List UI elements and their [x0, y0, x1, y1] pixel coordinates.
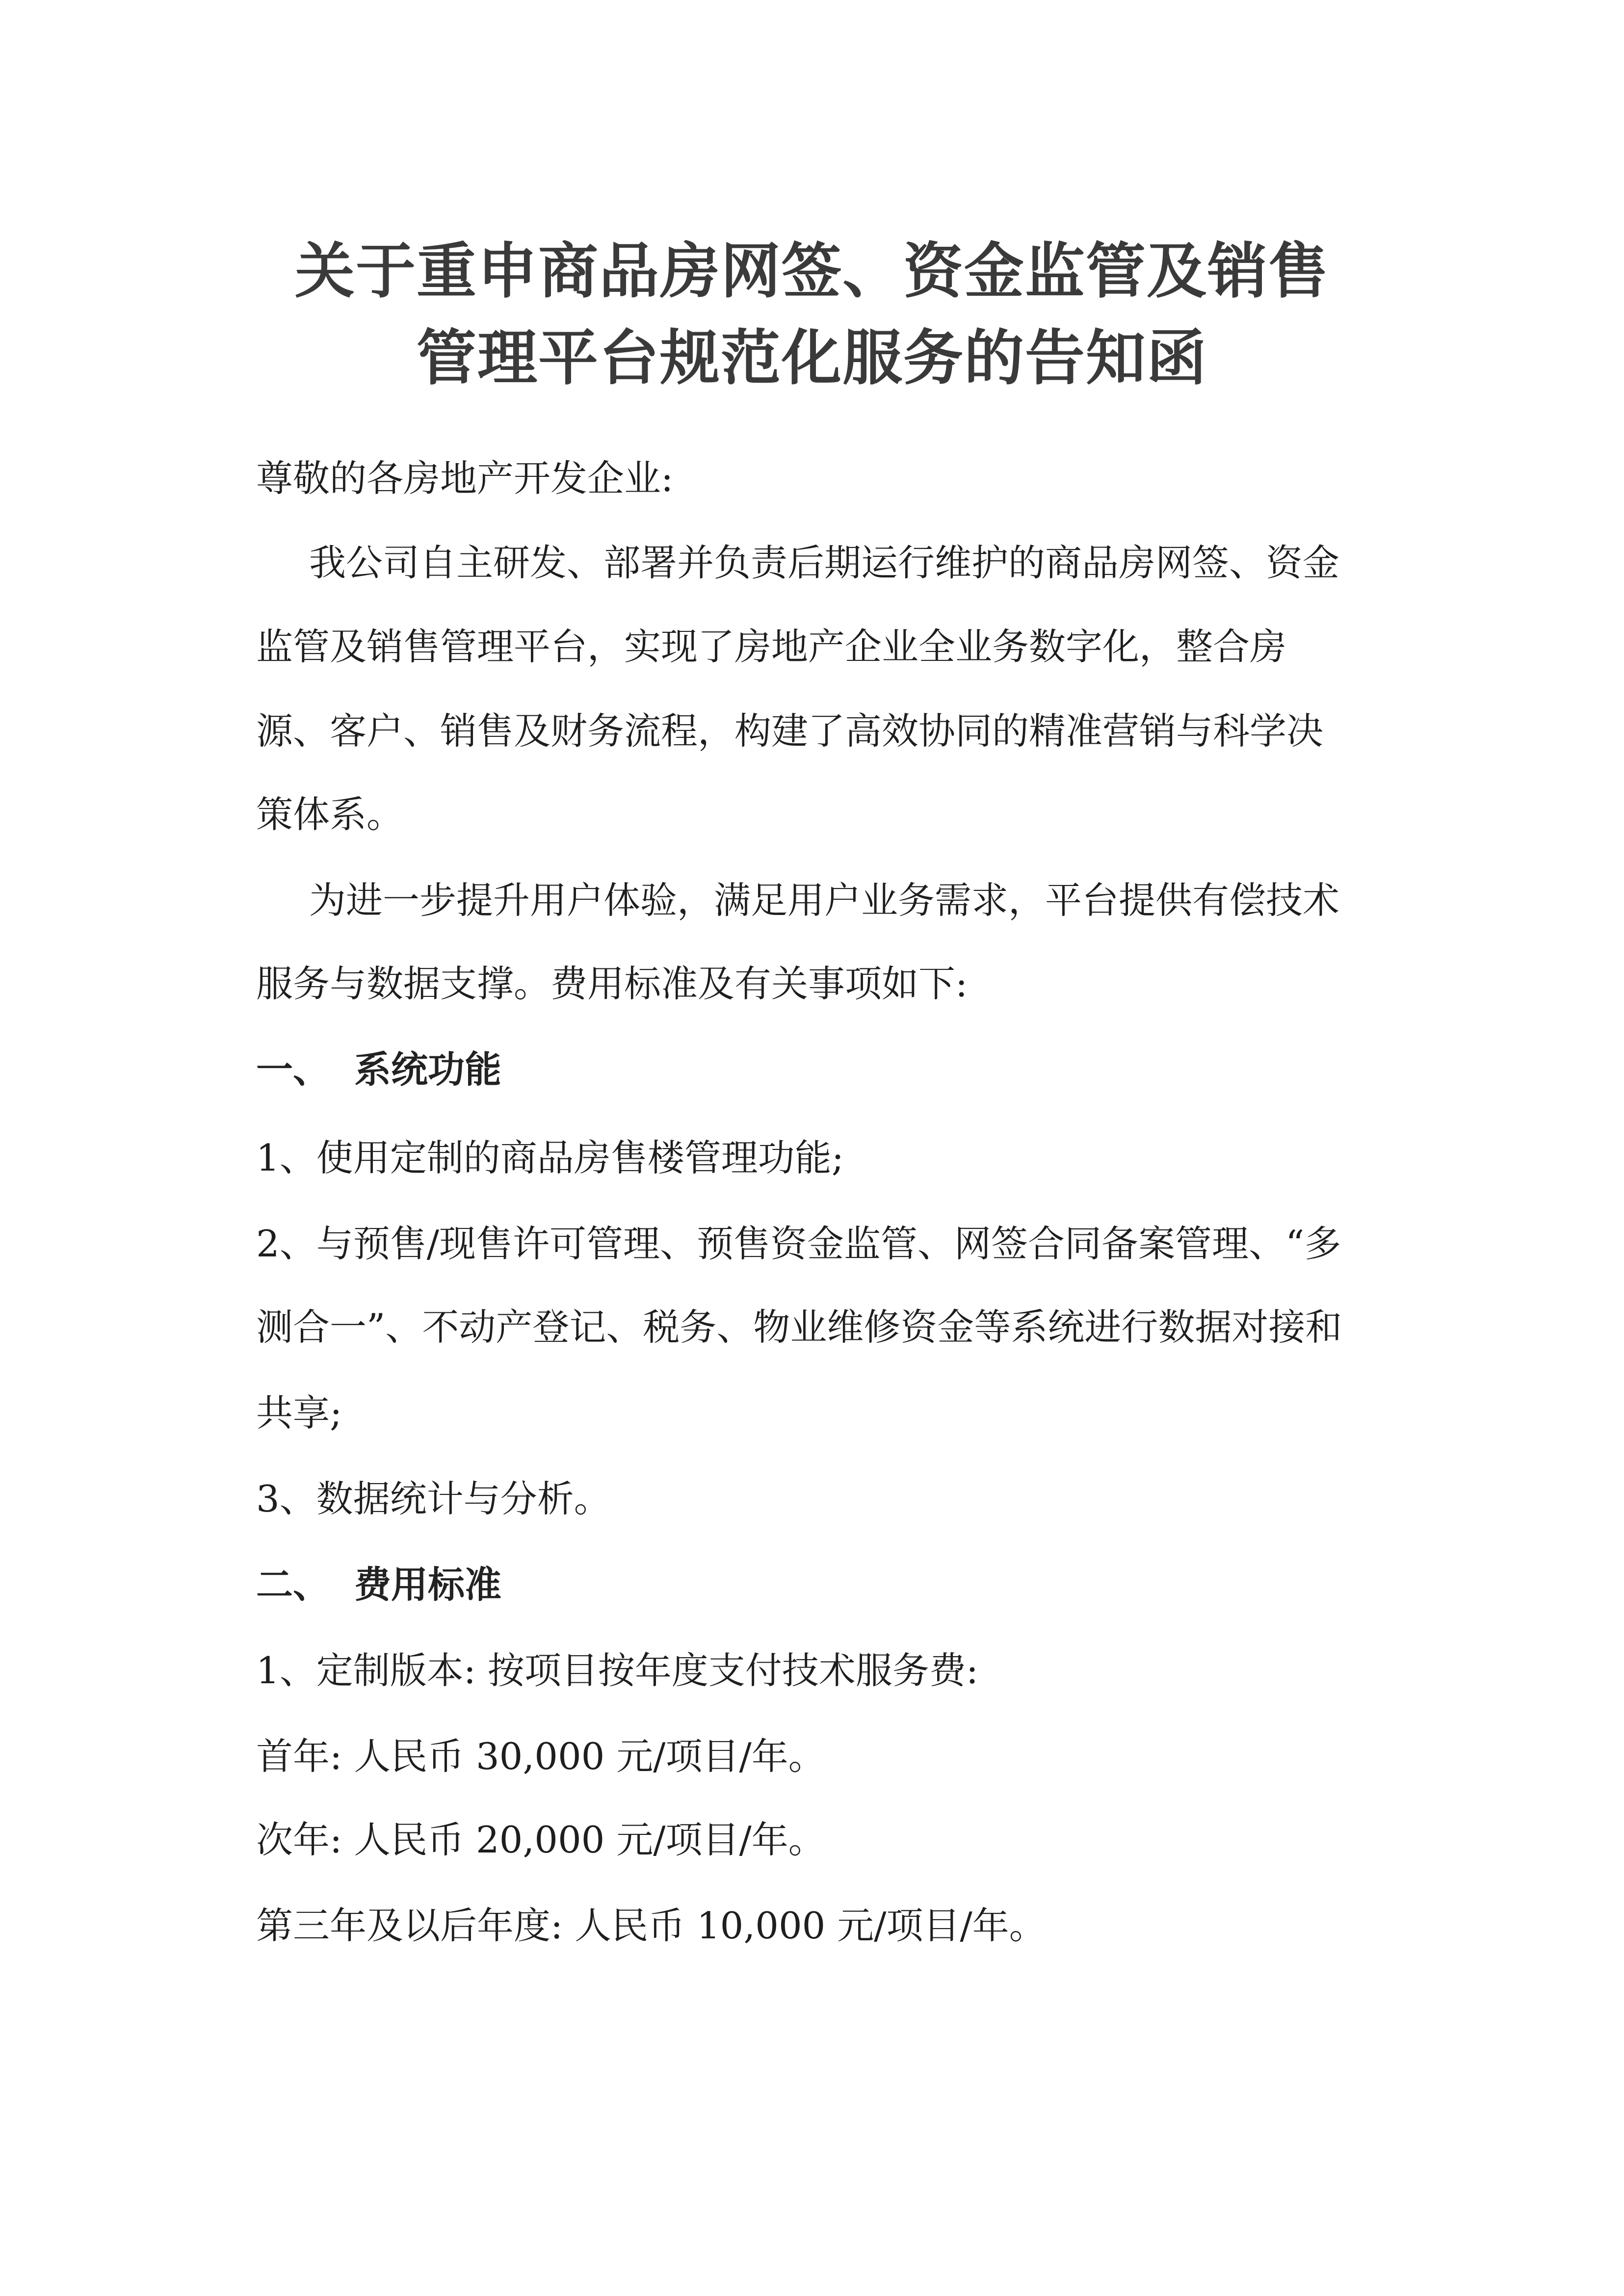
fee-second-year: 次年: 人民币 20,000 元/项目/年。	[256, 1818, 825, 1861]
paragraph-1-line-1: 我公司自主研发、部署并负责后期运行维护的商品房网签、资金	[309, 541, 1340, 584]
fee-first-year: 首年: 人民币 30,000 元/项目/年。	[256, 1735, 825, 1778]
section-1-item-2-line-1: 2、与预售/现售许可管理、预售资金监管、网签合同备案管理、“多	[256, 1222, 1341, 1265]
section-2-heading	[256, 1560, 501, 1609]
section-1-item-1: 1、使用定制的商品房售楼管理功能;	[256, 1136, 844, 1179]
paragraph-2-line-2: 服务与数据支撑。费用标准及有关事项如下:	[256, 962, 968, 1005]
section-1-number: 一、	[256, 1048, 330, 1091]
section-2-title: 费用标准	[354, 1563, 502, 1606]
section-1-item-3: 3、数据统计与分析。	[256, 1477, 611, 1520]
paragraph-1-line-2: 监管及销售管理平台，实现了房地产企业全业务数字化，整合房	[256, 625, 1287, 668]
section-1-item-2-line-3: 共享;	[256, 1391, 342, 1435]
paragraph-2-line-1: 为进一步提升用户体验，满足用户业务需求，平台提供有偿技术	[309, 879, 1340, 922]
paragraph-1-line-4: 策体系。	[256, 793, 404, 836]
section-1-item-2-line-2: 测合一”、不动产登记、税务、物业维修资金等系统进行数据对接和	[256, 1305, 1342, 1349]
document-title-line-1: 关于重申商品房网签、资金监管及销售	[295, 236, 1329, 306]
section-1-heading	[256, 1045, 501, 1094]
paragraph-1-line-3: 源、客户、销售及财务流程，构建了高效协同的精准营销与科学决	[256, 709, 1324, 753]
fee-custom-version: 1、定制版本: 按项目按年度支付技术服务费:	[256, 1649, 979, 1692]
section-1-title: 系统功能	[354, 1048, 502, 1091]
salutation: 尊敬的各房地产开发企业:	[256, 457, 674, 500]
document-title-line-2: 管理平台规范化服务的告知函	[417, 323, 1207, 393]
fee-third-year-onward: 第三年及以后年度: 人民币 10,000 元/项目/年。	[256, 1904, 1046, 1947]
section-2-number: 二、	[256, 1563, 330, 1606]
